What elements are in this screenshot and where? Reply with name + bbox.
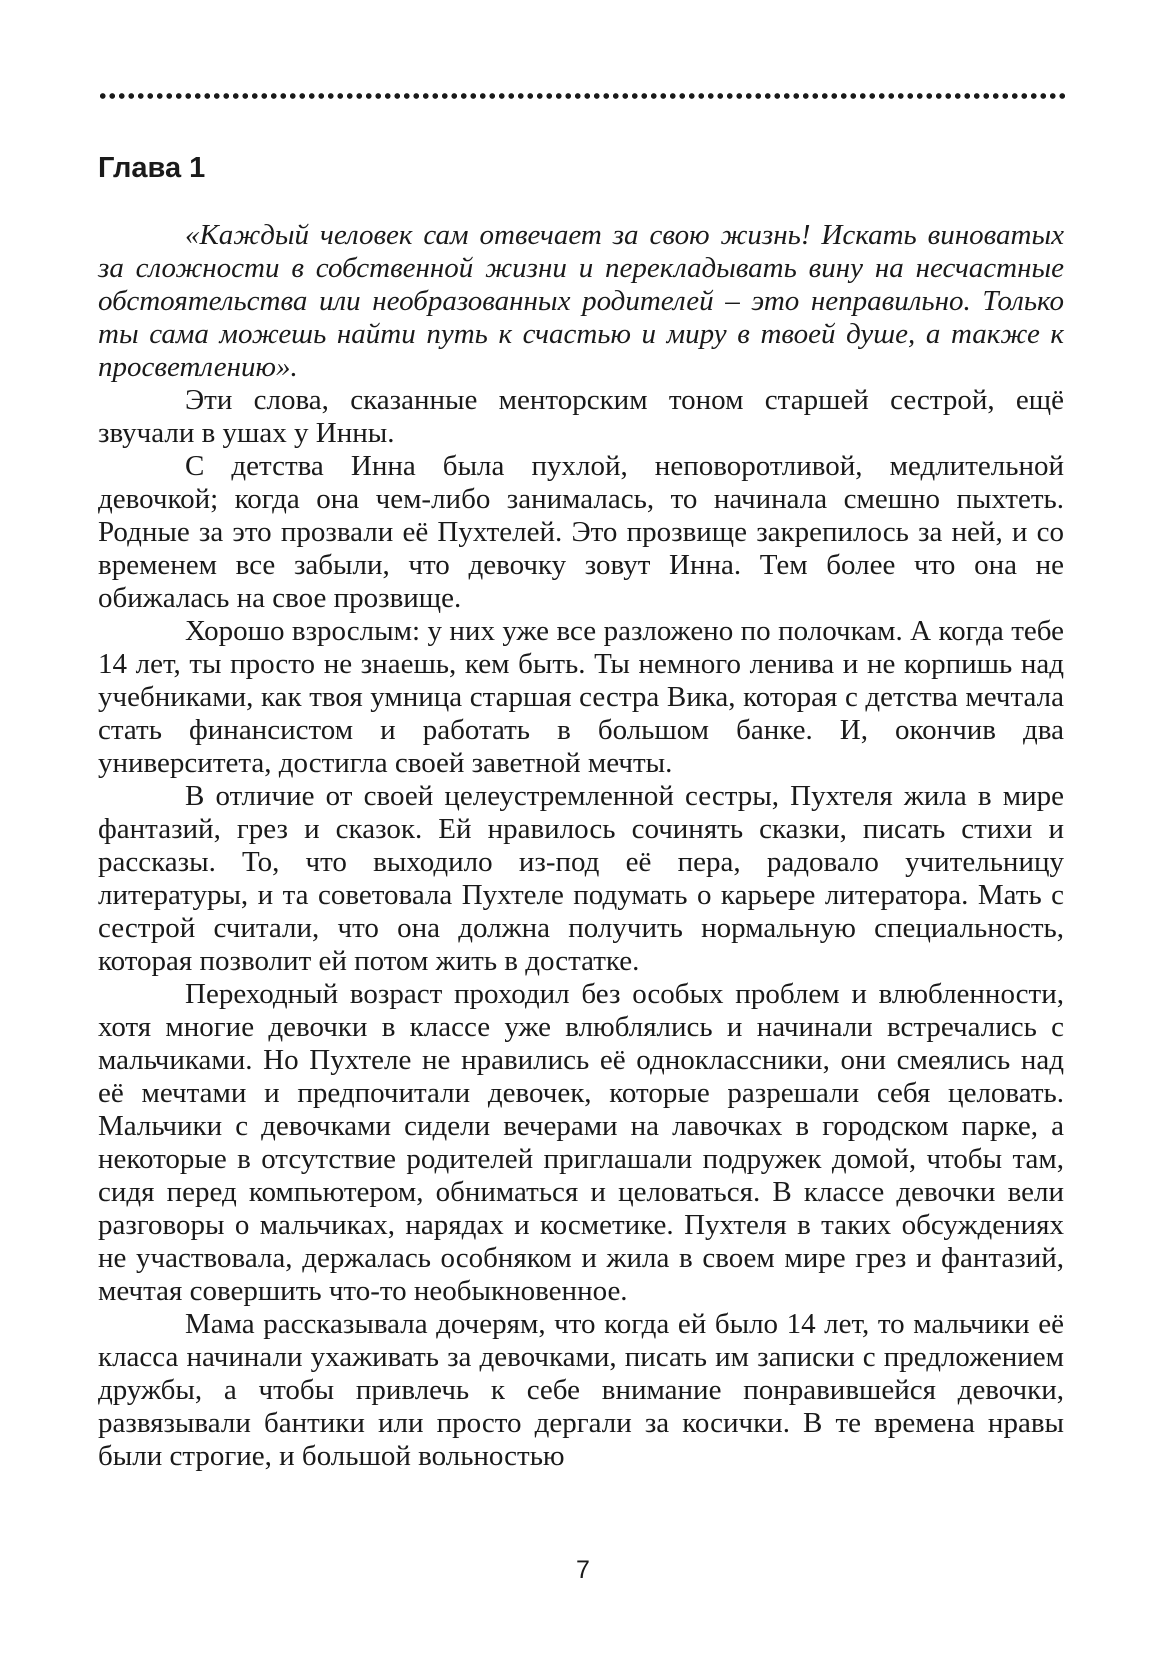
epigraph: «Каждый человек сам отвечает за свою жизнь! Искать виноватых за сложности в собственной жизни и перекладывать вину на несчастные обстоятельства или необразованных родителей – это неправильно. Только ты сама можешь найти путь к счастью и миру в твоей душе, а также к просветлению». <box>98 219 1064 383</box>
dotted-separator <box>98 92 1066 100</box>
paragraph: Переходный возраст проходил без особых проблем и влюбленности, хотя многие девочки в классе уже влюблялись и начинали встречались с мальчиками. Но Пухтеле не нравились её одноклассники, они смеялись над её мечтами и предпочитали девочек, которые разрешали себя целовать. Мальчики с девочками сидели вечерами на лавочках в городском парке, а некоторые в отсутствие родителей приглашали подружек домой, чтобы там, сидя перед компьютером, обниматься и целоваться. В классе девочки вели разговоры о мальчиках, нарядах и косметике. Пухтеля в таких обсуждениях не участвовала, держалась особняком и жила в своем мире грез и фантазий, мечтая совершить что-то необыкновенное. <box>98 978 1064 1307</box>
paragraph: В отличие от своей целеустремленной сестры, Пухтеля жила в мире фантазий, грез и сказок. Ей нравилось сочинять сказки, писать стихи и рассказы. То, что выходило из-под её пера, радовало учительницу литературы, и та советовала Пухтеле подумать о карьере литератора. Мать с сестрой считали, что она должна получить нормальную специальность, которая позволит ей потом жить в достатке. <box>98 780 1064 977</box>
paragraph: Хорошо взрослым: у них уже все разложено по полочкам. А когда тебе 14 лет, ты просто не знаешь, кем быть. Ты немного ленива и не корпишь над учебниками, как твоя умница старшая сестра Вика, которая с детства мечтала стать финансистом и работать в большом банке. И, окончив два университета, достигла своей заветной мечты. <box>98 615 1064 779</box>
page-number: 7 <box>576 1556 590 1584</box>
chapter-title: Глава 1 <box>98 152 206 184</box>
paragraph: С детства Инна была пухлой, неповоротливой, медлительной девочкой; когда она чем-либо занималась, то начинала смешно пыхтеть. Родные за это прозвали её Пухтелей. Это прозвище закрепилось за ней, и со временем все забыли, что девочку зовут Инна. Тем более что она не обижалась на свое прозвище. <box>98 450 1064 614</box>
body-text <box>98 219 1064 1473</box>
paragraph: Эти слова, сказанные менторским тоном старшей сестрой, ещё звучали в ушах у Инны. <box>98 384 1064 449</box>
paragraph: Мама рассказывала дочерям, что когда ей было 14 лет, то мальчики её класса начинали ухаживать за девочками, писать им записки с предложением дружбы, а чтобы привлечь к себе внимание понравившейся девочки, развязывали бантики или просто дергали за косички. В те времена нравы были строгие, и большой вольностью <box>98 1308 1064 1472</box>
